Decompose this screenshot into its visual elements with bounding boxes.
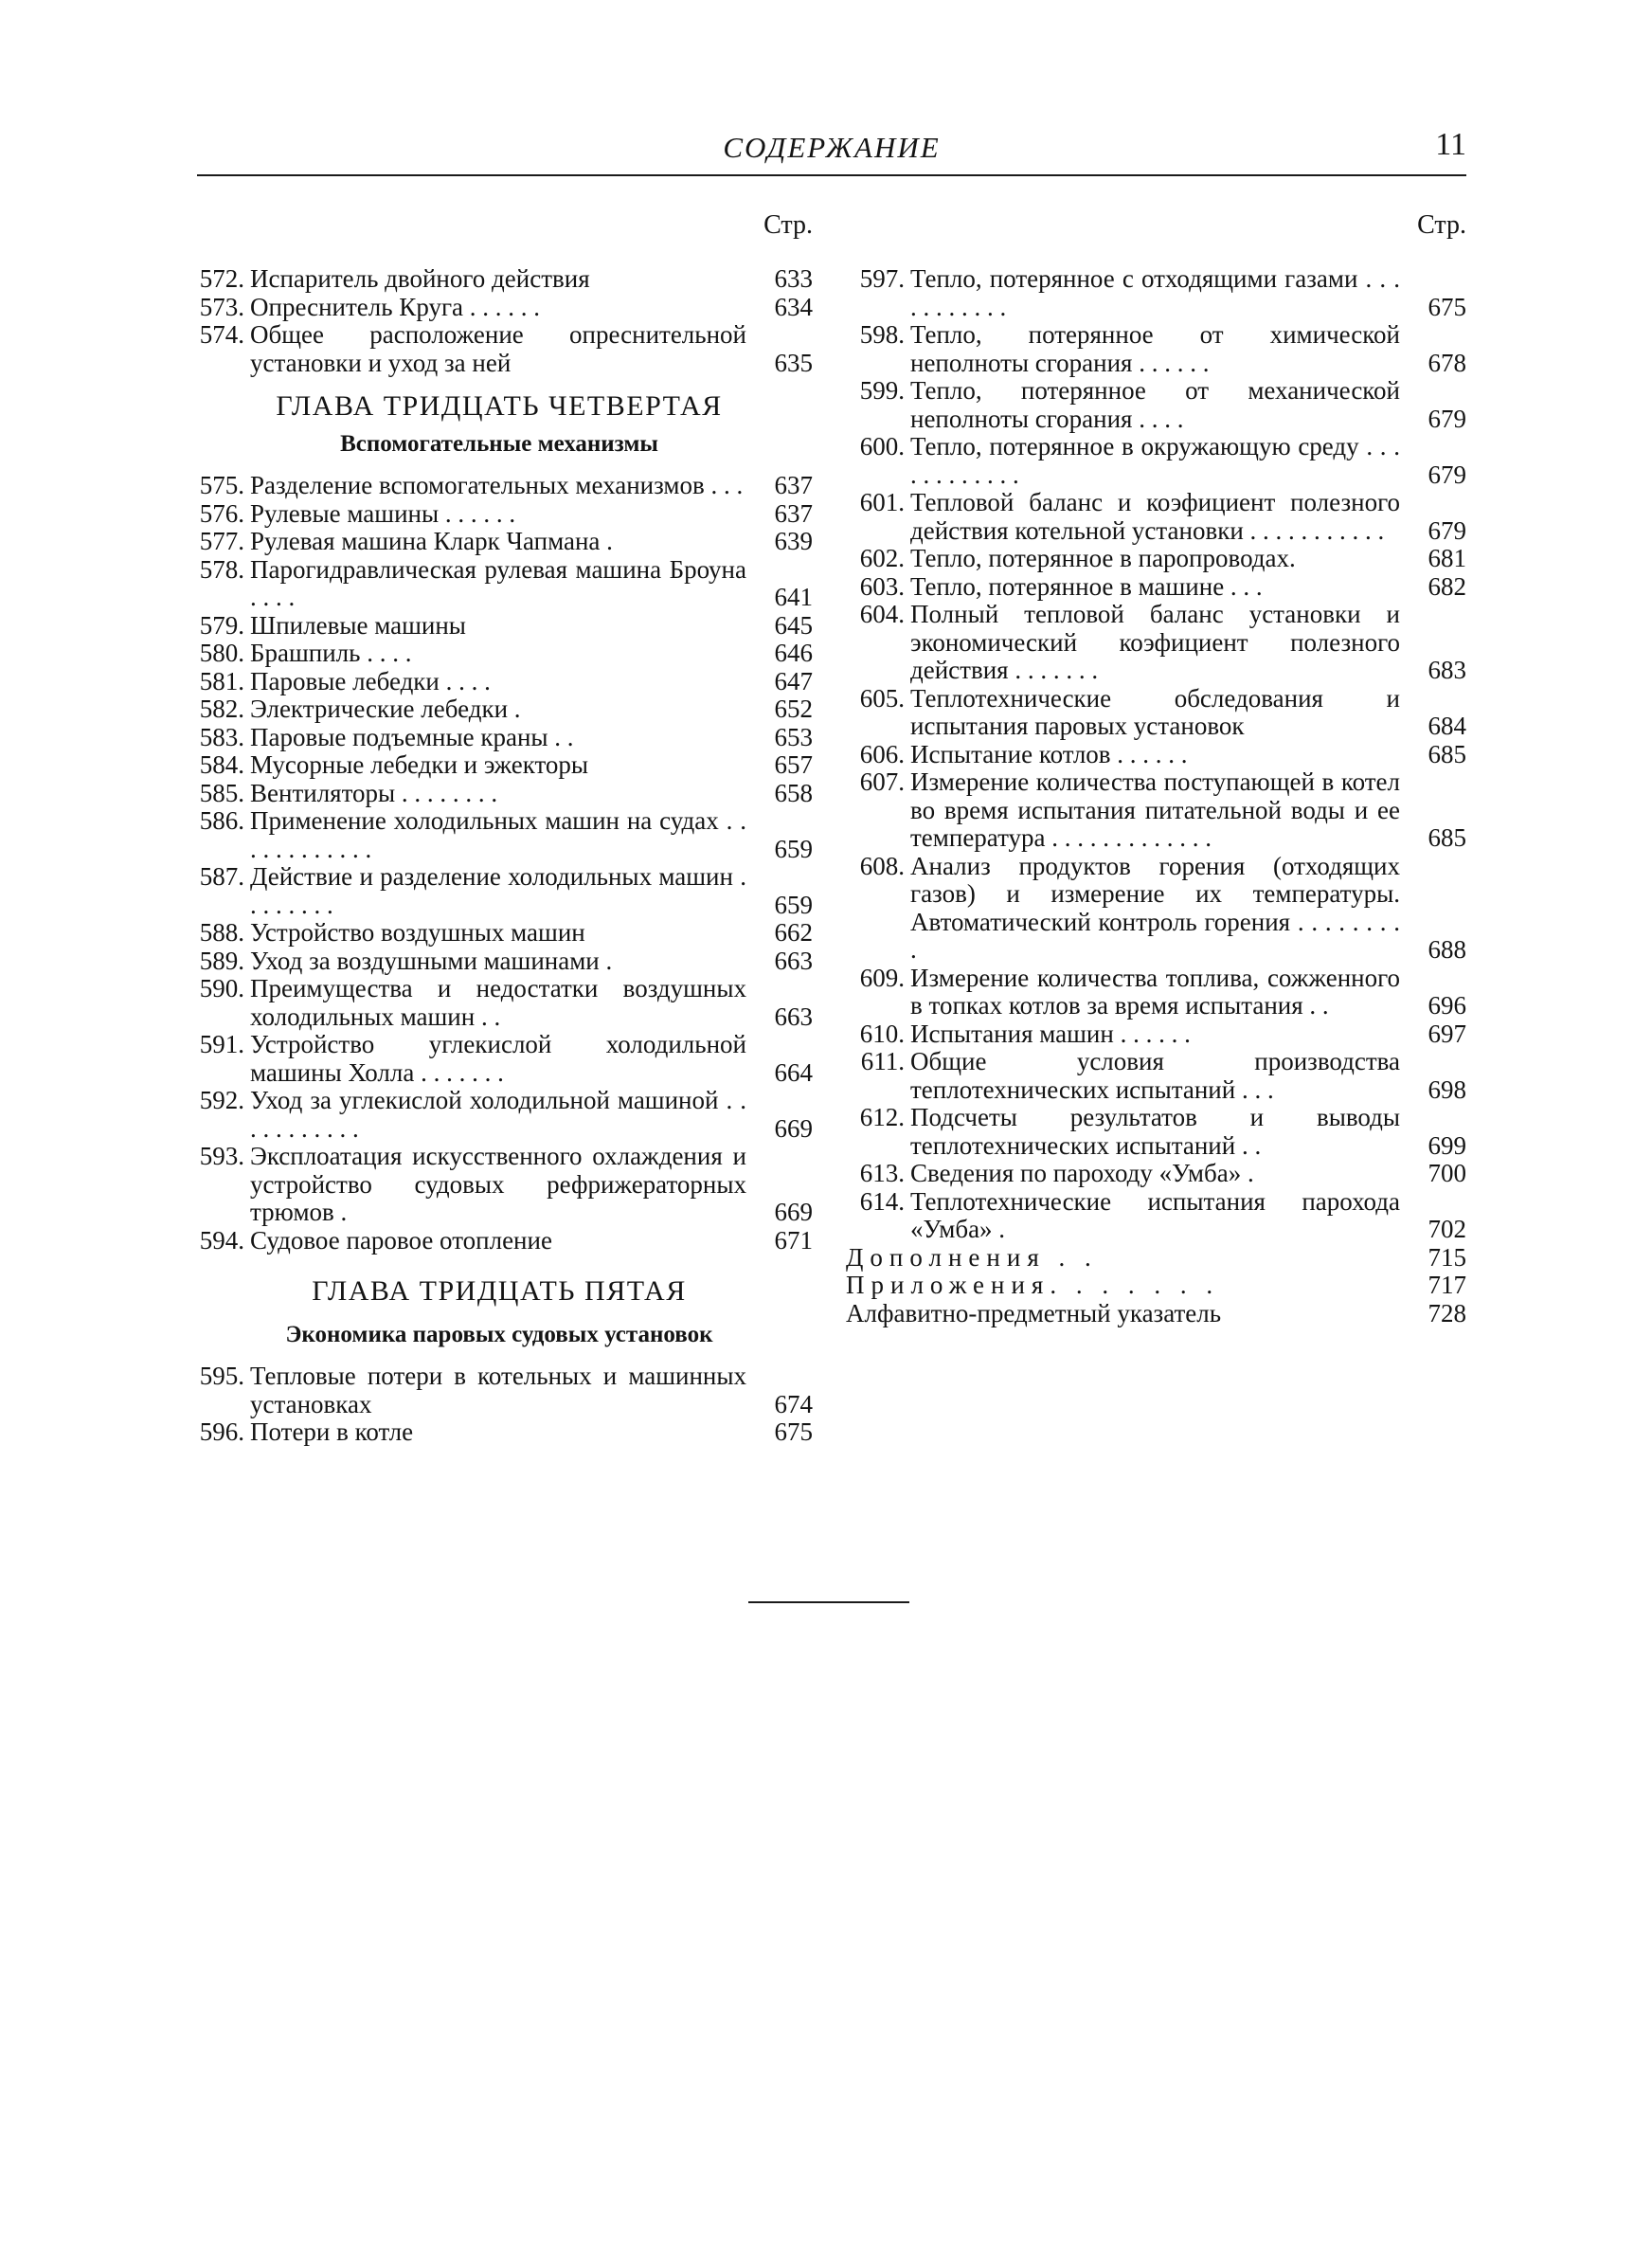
entry-page: 637 <box>774 498 813 528</box>
entry-title: Теплотехнические испытания парохода «Умба» . <box>910 1186 1400 1243</box>
entry-title: Электрические лебедки . <box>250 695 521 723</box>
entry-page: 702 <box>1428 1215 1466 1243</box>
entry-number: 609. <box>859 963 905 992</box>
appendix-page: 715 <box>1428 1242 1466 1272</box>
entry-page: 671 <box>774 1225 813 1255</box>
toc-entry <box>846 321 1466 377</box>
entry-page: 646 <box>774 639 813 667</box>
appendix-entry <box>846 1300 1466 1328</box>
toc-entry <box>186 751 813 780</box>
entry-number: 602. <box>859 544 905 572</box>
entry-page: 674 <box>774 1389 813 1418</box>
entry-title: Устройство воздушных машин <box>250 918 585 947</box>
entry-number: 587. <box>199 862 244 891</box>
toc-entry <box>186 1363 813 1418</box>
entry-number: 593. <box>199 1142 244 1170</box>
entry-number: 612. <box>859 1103 905 1131</box>
entry-title: Тепловой баланс и коэфициент полезного действия котельной установки . . . . . . . . . . . <box>910 488 1400 545</box>
toc-entry <box>186 321 813 377</box>
entry-number: 591. <box>199 1030 244 1058</box>
entry-page: 699 <box>1428 1130 1466 1160</box>
toc-entry <box>186 668 813 696</box>
toc-entry <box>846 377 1466 433</box>
toc-entry <box>186 265 813 294</box>
running-title: СОДЕРЖАНИЕ <box>723 131 941 164</box>
toc-entry <box>186 975 813 1031</box>
toc-entry <box>186 724 813 752</box>
entry-page: 681 <box>1428 544 1466 572</box>
section-heading: Вспомогательные механизмы <box>340 431 658 457</box>
entry-number: 595. <box>199 1362 244 1390</box>
toc-entry <box>846 545 1466 573</box>
toc-entry <box>186 919 813 948</box>
entry-page: 669 <box>774 1113 813 1143</box>
entry-title: Общие условия производства теплотехнических испытаний . . . <box>910 1047 1400 1104</box>
right-column <box>846 208 1466 1327</box>
entry-page: 659 <box>774 890 813 919</box>
entry-number: 596. <box>199 1417 244 1446</box>
entry-number: 574. <box>199 320 244 349</box>
entry-page: 679 <box>1428 515 1466 545</box>
entry-title: Испытание котлов . . . . . . <box>910 739 1188 768</box>
entry-number: 614. <box>859 1186 905 1216</box>
entry-title: Парогидравлическая рулевая машина Броуна . . . . <box>250 554 746 611</box>
toc-entry <box>186 863 813 919</box>
entry-page: 684 <box>1428 712 1466 740</box>
toc-entry <box>846 265 1466 321</box>
page-number: 11 <box>1435 127 1466 162</box>
toc-entry <box>186 1418 813 1447</box>
toc-entry <box>846 853 1466 965</box>
page-column-label: Стр. <box>763 210 813 240</box>
entry-number: 583. <box>199 722 244 751</box>
entry-title: Рулевая машина Кларк Чапмана . <box>250 527 613 555</box>
entry-page: 657 <box>774 750 813 779</box>
entry-number: 605. <box>859 683 905 713</box>
appendix-list <box>846 1244 1466 1328</box>
entry-title: Судовое паровое отопление <box>250 1225 552 1255</box>
toc-entry <box>846 1160 1466 1188</box>
appendix-title: Дополнения . . <box>846 1242 1098 1272</box>
toc-list <box>186 265 813 377</box>
toc-entry <box>186 294 813 322</box>
entry-number: 572. <box>199 264 244 293</box>
appendix-entry <box>846 1244 1466 1273</box>
entry-page: 639 <box>774 527 813 555</box>
toc-entry <box>846 741 1466 769</box>
entry-number: 590. <box>199 974 244 1002</box>
entry-page: 652 <box>774 695 813 723</box>
entry-title: Измерение количества топлива, сожженного в топках котлов за время испытания . . <box>910 963 1400 1020</box>
entry-page: 679 <box>1428 404 1466 433</box>
toc-entry <box>186 472 813 500</box>
entry-number: 582. <box>199 695 244 723</box>
chapter-heading: ГЛАВА ТРИДЦАТЬ ЧЕТВЕРТАЯ <box>276 390 723 422</box>
toc-entry <box>846 685 1466 741</box>
entry-number: 588. <box>199 918 244 947</box>
entry-page: 659 <box>774 834 813 863</box>
entry-title: Уход за углекислой холодильной машиной . . . . . . . . . . . <box>250 1086 746 1143</box>
entry-number: 589. <box>199 946 244 975</box>
entry-page: 688 <box>1428 935 1466 964</box>
entry-page: 682 <box>1428 571 1466 601</box>
entry-page: 675 <box>1428 292 1466 321</box>
toc-entry <box>846 601 1466 685</box>
toc-entry <box>186 1227 813 1255</box>
entry-number: 579. <box>199 610 244 640</box>
entry-number: 594. <box>199 1225 244 1255</box>
toc-entry <box>186 807 813 863</box>
toc-entry <box>186 1087 813 1143</box>
entry-title: Общее расположение опреснительной установки и уход за ней <box>250 320 746 377</box>
entry-title: Тепло, потерянное от химической неполноты сгорания . . . . . . <box>910 320 1400 377</box>
entry-title: Анализ продуктов горения (отходящих газов) и измерение их температуры. Автоматический контроль горения . . . . . . . . . <box>910 851 1400 964</box>
toc-entry <box>846 1020 1466 1049</box>
entry-number: 581. <box>199 666 244 695</box>
entry-title: Применение холодильных машин на судах . . . . . . . . . . . . <box>250 806 746 863</box>
entry-page: 700 <box>1428 1159 1466 1187</box>
toc-entry <box>186 948 813 976</box>
toc-entry <box>186 556 813 612</box>
entry-number: 607. <box>859 767 905 796</box>
section-heading: Экономика паровых судовых установок <box>285 1322 713 1347</box>
entry-title: Тепловые потери в котельных и машинных установках <box>250 1362 746 1418</box>
entry-number: 578. <box>199 554 244 584</box>
entry-title: Тепло, потерянное в окружающую среду . . . . . . . . . . . . <box>910 432 1400 489</box>
entry-page: 685 <box>1428 823 1466 852</box>
entry-page: 685 <box>1428 739 1466 768</box>
entry-title: Тепло, потерянное в машине . . . <box>910 571 1263 601</box>
entry-title: Тепло, потерянное с отходящими газами . . . . . . . . . . . <box>910 264 1400 321</box>
toc-list <box>846 265 1466 1244</box>
left-column <box>186 208 813 1447</box>
entry-page: 678 <box>1428 348 1466 377</box>
toc-list <box>186 1363 813 1447</box>
entry-number: 603. <box>859 571 905 601</box>
entry-page: 663 <box>774 1002 813 1031</box>
entry-title: Преимущества и недостатки воздушных холодильных машин . . <box>250 974 746 1031</box>
appendix-entry <box>846 1272 1466 1300</box>
entry-number: 608. <box>859 851 905 880</box>
entry-title: Уход за воздушными машинами . <box>250 946 613 975</box>
entry-page: 696 <box>1428 991 1466 1020</box>
entry-title: Мусорные лебедки и эжекторы <box>250 750 589 779</box>
toc-entry <box>186 528 813 556</box>
entry-page: 633 <box>774 264 813 293</box>
entry-page: 664 <box>774 1057 813 1087</box>
entry-title: Вентиляторы . . . . . . . . <box>250 778 498 807</box>
entry-page: 675 <box>774 1417 813 1446</box>
toc-entry <box>186 1031 813 1087</box>
entry-number: 577. <box>199 527 244 555</box>
toc-entry <box>846 1188 1466 1244</box>
entry-page: 698 <box>1428 1074 1466 1104</box>
entry-title: Испаритель двойного действия <box>250 264 590 293</box>
entry-number: 598. <box>859 320 905 349</box>
toc-entry <box>186 780 813 808</box>
entry-page: 669 <box>774 1198 813 1226</box>
entry-title: Полный тепловой баланс установки и экономический коэфициент полезного действия . . . . . . . <box>910 600 1400 684</box>
appendix-title: Приложения. . . . . . . <box>846 1271 1220 1299</box>
appendix-page: 728 <box>1428 1298 1466 1327</box>
entry-title: Брашпиль . . . . <box>250 639 412 667</box>
toc-list <box>186 472 813 1255</box>
entry-page: 679 <box>1428 460 1466 489</box>
toc-entry <box>186 612 813 641</box>
entry-page: 663 <box>774 946 813 975</box>
entry-number: 592. <box>199 1086 244 1114</box>
entry-page: 653 <box>774 722 813 751</box>
entry-title: Тепло, потерянное в паропроводах. <box>910 544 1296 572</box>
entry-title: Испытания машин . . . . . . <box>910 1019 1191 1048</box>
entry-number: 611. <box>860 1047 905 1075</box>
entry-page: 662 <box>774 918 813 947</box>
entry-title: Сведения по пароходу «Умба» . <box>910 1159 1254 1187</box>
entry-number: 600. <box>859 432 905 460</box>
appendix-page: 717 <box>1428 1271 1466 1299</box>
entry-title: Опреснитель Круга . . . . . . <box>250 292 541 321</box>
toc-entry <box>186 640 813 668</box>
chapter-heading: ГЛАВА ТРИДЦАТЬ ПЯТАЯ <box>312 1275 687 1307</box>
entry-number: 584. <box>199 750 244 779</box>
entry-number: 604. <box>859 600 905 628</box>
toc-entry <box>186 1143 813 1227</box>
entry-title: Разделение вспомогательных механизмов . . . <box>250 471 744 499</box>
entry-page: 647 <box>774 666 813 695</box>
entry-title: Измерение количества поступающей в котел во время испытания питательной воды и ее температура . . . . . . . . . . . . . <box>910 767 1400 852</box>
entry-page: 683 <box>1428 656 1466 684</box>
entry-title: Подсчеты результатов и выводы теплотехнических испытаний . . <box>910 1103 1400 1160</box>
toc-entry <box>846 433 1466 489</box>
entry-page: 634 <box>774 292 813 321</box>
entry-title: Паровые подъемные краны . . <box>250 722 574 751</box>
entry-title: Теплотехнические обследования и испытания паровых установок <box>910 683 1400 740</box>
toc-entry <box>846 1104 1466 1160</box>
entry-page: 637 <box>774 471 813 499</box>
entry-title: Паровые лебедки . . . . <box>250 666 491 695</box>
toc-entry <box>186 695 813 724</box>
entry-number: 575. <box>199 471 244 499</box>
entry-number: 585. <box>199 778 244 807</box>
entry-title: Тепло, потерянное от механической неполноты сгорания . . . . <box>910 376 1400 433</box>
entry-title: Действие и разделение холодильных машин . . . . . . . . <box>250 862 746 919</box>
toc-entry <box>846 1048 1466 1104</box>
end-rule <box>748 1601 909 1603</box>
entry-page: 635 <box>774 348 813 377</box>
entry-page: 697 <box>1428 1019 1466 1048</box>
entry-number: 586. <box>199 806 244 835</box>
toc-entry <box>846 573 1466 602</box>
toc-entry <box>846 965 1466 1020</box>
page-column-label: Стр. <box>1417 210 1466 240</box>
entry-page: 641 <box>774 583 813 611</box>
entry-title: Рулевые машины . . . . . . <box>250 498 516 528</box>
header-rule <box>197 174 1466 176</box>
entry-number: 597. <box>859 264 905 293</box>
entry-title: Потери в котле <box>250 1417 414 1446</box>
entry-number: 573. <box>199 292 244 321</box>
entry-number: 613. <box>859 1159 905 1187</box>
entry-page: 658 <box>774 778 813 807</box>
appendix-title: Алфавитно-предметный указатель <box>846 1298 1222 1327</box>
running-header <box>197 127 1466 176</box>
toc-entry <box>186 500 813 529</box>
entry-title: Эксплоатация искусственного охлаждения и устройство судовых рефрижераторных трюмов . <box>250 1142 746 1226</box>
toc-entry <box>846 489 1466 545</box>
entry-page: 645 <box>774 610 813 640</box>
toc-entry <box>846 768 1466 853</box>
entry-title: Устройство углекислой холодильной машины Холла . . . . . . . <box>250 1030 746 1087</box>
entry-number: 601. <box>859 488 905 516</box>
entry-title: Шпилевые машины <box>250 610 466 640</box>
entry-number: 599. <box>859 376 905 405</box>
entry-number: 610. <box>859 1019 905 1048</box>
entry-number: 580. <box>199 639 244 667</box>
entry-number: 606. <box>859 739 905 768</box>
entry-number: 576. <box>199 498 244 528</box>
